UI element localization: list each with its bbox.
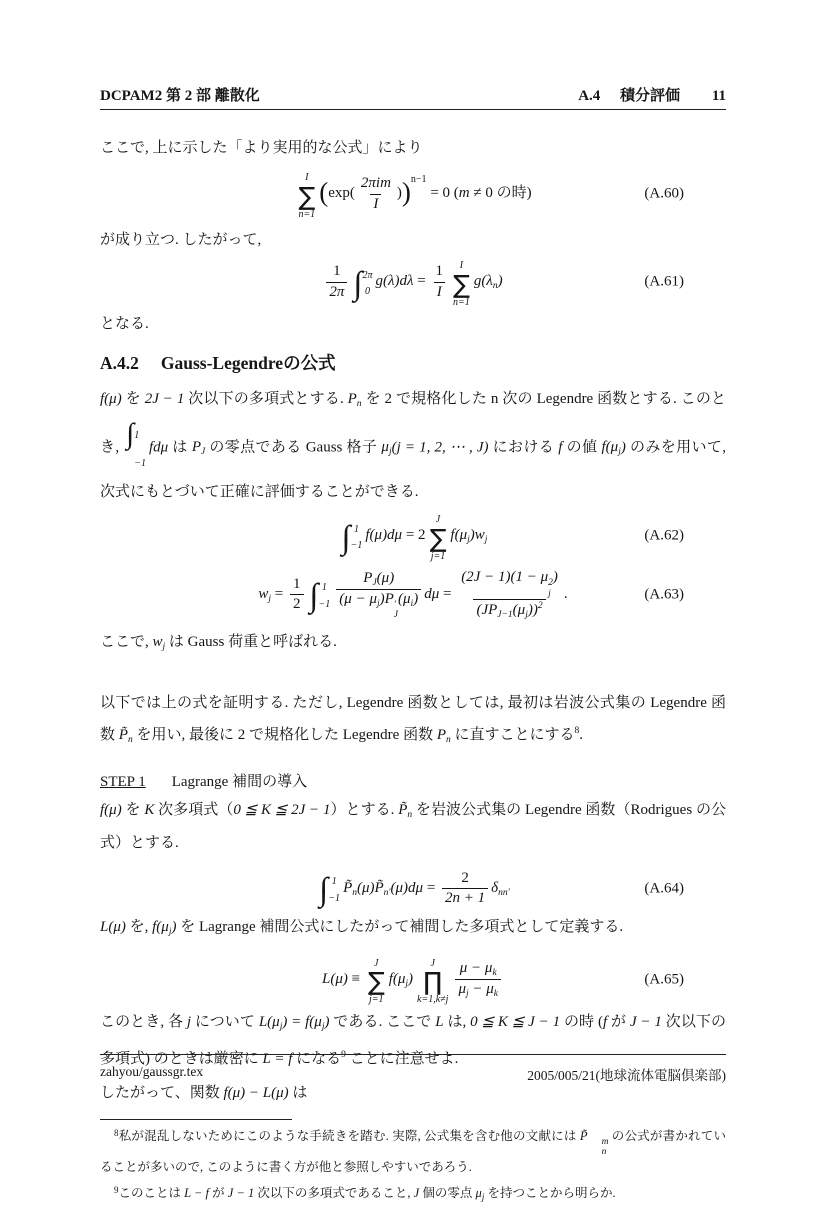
text-run: P̃ [579, 1128, 588, 1143]
text-run: について [191, 1013, 259, 1030]
text-run: J − 1 [629, 1013, 662, 1030]
text-run: = [271, 586, 287, 603]
text-run: f(μ [450, 527, 468, 544]
text-run: m [458, 185, 470, 202]
header-section-number: A.4 [578, 88, 601, 104]
text-run: P [191, 439, 201, 456]
equation-a64 [100, 869, 726, 909]
text-run: = [439, 586, 456, 603]
text-run: f(μ) − L(μ) [223, 1084, 289, 1101]
text-run: は [288, 1084, 308, 1101]
equation-a60 [100, 170, 726, 218]
text-run: の零点である Gauss 格子 [205, 439, 382, 456]
header-right [578, 84, 726, 105]
paragraph-tonaru [100, 310, 726, 338]
text-run: f [602, 1013, 608, 1030]
text-run: 0 ≦ K ≦ J − 1 [470, 1013, 561, 1030]
text-run: (μ)P̃ [356, 880, 384, 897]
equation-a62 [100, 512, 726, 560]
big-operator: J ∑ j=1 [429, 514, 447, 562]
equation-number: (A.61) [644, 273, 684, 290]
text-run: の値 [562, 439, 602, 456]
text-run: = [423, 880, 440, 897]
text-run: を岩波公式集の Legendre 函数（Rodrigues の公式）とする. [100, 801, 726, 851]
text-run: このことは [118, 1185, 185, 1200]
text-run: ≡ [347, 971, 364, 988]
text-run: 1 [435, 263, 443, 279]
footnote-rule [100, 1119, 292, 1120]
equation-body: L(μ) ≡ J ∑ j=1 $f(\mu_j)$ J ∏ k=1,k≠j $\frac{\mu - \mu_k}{\mu_j - \mu_k}$ [322, 971, 504, 987]
text-run: P̃ [118, 726, 128, 743]
header-section-title: 積分評価 [620, 88, 681, 104]
section-number: A.4.2 [100, 353, 139, 373]
text-run: ) [413, 590, 419, 607]
text-run: g(λ [473, 273, 493, 290]
header-page-number: 11 [711, 88, 726, 104]
text-run: ) [324, 1013, 330, 1030]
fraction: $P_J(\mu)$ $(\mu - \mu_j)P$ ′ J $(\mu_i)$ [336, 569, 421, 622]
text-run: ここで, [100, 633, 153, 650]
text-run: は Gauss 荷重と呼ばれる. [165, 633, 337, 650]
text-run: のみを用いて, 次式にもとづいて正確に評価することができる. [100, 439, 726, 500]
text-run: は, [443, 1013, 471, 1030]
text-run: ) [401, 177, 411, 208]
equation-body: ∫ 1 −1 f(μ)dμ = 2 J ∑ j=1 $f(\mu_j)w_j$ [341, 514, 488, 562]
text-run: の時 ( [560, 1013, 603, 1030]
text-run: J − 1 [227, 1185, 255, 1200]
text-run: を, [125, 918, 153, 935]
text-run: ) [171, 918, 177, 935]
text-run: μ [475, 1185, 482, 1200]
equation-number: (A.60) [644, 185, 684, 202]
text-run: P̃ [398, 801, 408, 818]
text-run: (μ [512, 602, 526, 619]
text-run: ) [620, 439, 626, 456]
text-run: f(μ) [100, 801, 122, 818]
text-run: I [373, 195, 379, 212]
text-run: このとき, 各 [100, 1013, 187, 1030]
text-run: = 2 [402, 527, 426, 544]
big-operator: I ∑ n=1 [452, 260, 470, 308]
text-run: したがって、関数 [100, 1084, 224, 1101]
text-run: を Lagrange 補間公式にしたがって補間した多項式として定義する. [176, 918, 624, 935]
big-operator: J ∏ k=1,k≠j [417, 957, 449, 1006]
integral: ∫ 1 −1 [341, 519, 363, 556]
footnote-8: $^8$私が混乱しないためにこのような手続きを踏む. 実際, 公式集を含む他の文献には P̃ m n の公式が書かれていることが多いので, このように書く方が他と参照しやすいであろう. [100, 1127, 726, 1174]
equation-a63 [100, 568, 726, 622]
text-run: を [121, 391, 145, 407]
text-run: 次以下の多項式であること, [254, 1185, 414, 1200]
text-run: 0 ≦ K ≦ 2J − 1 [233, 801, 331, 818]
text-run: L(μ [258, 1013, 280, 1030]
text-run: に直すことにする [450, 726, 575, 743]
text-run: f(μ [152, 918, 169, 935]
text-run: が [607, 1013, 630, 1030]
fraction [358, 174, 394, 214]
text-run: ( [319, 177, 329, 208]
text-run: = 0 ( [426, 185, 459, 202]
text-run: (μ [398, 590, 411, 607]
text-run: δ [491, 880, 499, 897]
text-run: j [186, 1013, 192, 1030]
text-run: P̃ [343, 880, 353, 897]
text-run: − μ [468, 981, 494, 998]
big-operator: I ∑ n=1 [298, 172, 316, 220]
text-run: を持つことから明らか. [484, 1185, 616, 1200]
text-run: exp( [328, 185, 355, 202]
text-run: P [436, 726, 446, 743]
fraction: (2J − 1)(1 − μ 2 j ) $(JP_{J-1}(\mu_j))^2$ [461, 569, 558, 621]
text-run: ) [408, 971, 414, 988]
text-run: (μ)dμ [390, 880, 424, 897]
text-run: K [144, 801, 155, 818]
text-run: 2 [461, 869, 469, 886]
text-run: J [413, 1185, 420, 1200]
text-run: 2 [293, 596, 301, 613]
step1-heading [100, 768, 726, 796]
text-run: (2J − 1)(1 − μ [461, 569, 549, 585]
equation-a65 [100, 956, 726, 1004]
section-heading [100, 350, 726, 375]
equation-number: (A.62) [644, 527, 684, 544]
text-run: )) [527, 602, 538, 619]
text-run: . [579, 726, 584, 743]
text-run: を 2 で規格化した n 次の Legendre 函数とする. このとき, [100, 391, 726, 456]
text-run: を [121, 801, 145, 818]
fraction [442, 869, 488, 909]
text-run: が [209, 1185, 228, 1200]
text-run: w [258, 586, 269, 603]
page-footer [100, 1054, 726, 1084]
header-left-title: DCPAM2 第 2 部 離散化 [100, 88, 260, 104]
footer-filename: zahyou/gaussgr.tex [100, 1064, 204, 1079]
text-run: である. ここで [329, 1013, 436, 1030]
text-run: L [435, 1013, 444, 1030]
text-run: 次以下の多項式とする. [184, 391, 348, 407]
integral: ∫ 2π 0 [353, 265, 373, 302]
text-run: f [558, 439, 563, 456]
text-run: μ [381, 439, 389, 456]
text-run: f(μ) [100, 391, 122, 407]
paragraph-step1-body: f(μ) を K 次多項式（0 ≦ K ≦ 2J − 1）とする. $P̃_n$ を岩波公式集の Legendre 函数（Rodrigues の公式）とする. [100, 801, 726, 851]
text-run: (μ) [376, 569, 395, 586]
text-run: L − f [184, 1185, 210, 1200]
text-run: 次多項式（ [154, 801, 234, 818]
text-run: L(μ) [322, 971, 348, 988]
text-run: 以下では上の式を証明する. ただし, Legendre 函数としては, 最初は岩波公式集の Legendre 函数 [100, 694, 726, 743]
equation-body: $w_j$ = $\frac{1}{2}$ ∫ 1 −1 $P_J(\mu)$ $(\mu - \mu_j)P$ ′ J $(\mu_i)$ dμ = (2J − 1)(1 − μ 2 j ) $(JP_{J-1}(\mu_j))^2$ . [258, 569, 568, 621]
fraction [290, 575, 304, 615]
text-run: ≠ 0 の時) [469, 185, 532, 202]
text-run: を用い, 最後に 2 で規格化した Legendre 函数 [132, 726, 437, 743]
equation-number: (A.63) [644, 586, 684, 603]
text-run: f(μ [601, 439, 619, 456]
paragraph-gauss-weight: ここで, $w_j$ は Gauss 荷重と呼ばれる. [100, 633, 337, 652]
text-run: μ − μ [459, 959, 493, 976]
text-run: L = f [262, 1050, 293, 1067]
paragraph-proof-intro: 以下では上の式を証明する. ただし, Legendre 函数としては, 最初は岩波公式集の Legendre 函数 $P̃_n$ を用い, 最後に 2 で規格化した Legendre 函数 $P_n$ に直すことにする$^8$. [100, 694, 726, 745]
paragraph-gauss-intro: f(μ) を 2J − 1 次以下の多項式とする. $P_n$ を 2 で規格化した n 次の Legendre 函数とする. このとき, ∫ 1 −1 fdμ は $P_J$ の零点である Gauss 格子 $\mu_j(j = 1$, 2, ⋯ , J) における f の値 $f(\mu_j)$ のみを用いて, 次式にもとづいて正確に評価することができる. [100, 391, 726, 500]
footnote-9: $^9$このことは L − f が J − 1 次以下の多項式であること, J 個の零点 $\mu_j$ を持つことから明らか. [114, 1184, 616, 1203]
equation-body: I ∑ n=1 (exp( $\frac{\text{2πim}}{I}$ ))$^{n-1}$ = 0 (m ≠ 0 の時) [298, 172, 532, 220]
integral: ∫ 1 −1 [309, 578, 331, 615]
paragraph-note: このとき, 各 j について $L(\mu_j) = f(\mu_j)$ である. ここで L は, 0 ≦ K ≦ J − 1 の時 (f が J − 1 次以下の多項式) のときは厳密に L = f になる$^9$ ことに注意せよ. [100, 1013, 727, 1067]
text-run: 1 [333, 263, 341, 279]
text-run: ことに注意せよ. [345, 1050, 459, 1067]
fraction [432, 262, 446, 302]
equation-number: (A.65) [644, 971, 684, 988]
text-run: w [152, 633, 163, 650]
text-run: dμ [424, 586, 440, 603]
text-run: の公式が書かれていることが多いので, このように書く方が他と参照しやすいであろう. [100, 1128, 726, 1174]
text-run: L(μ) [100, 918, 126, 935]
text-run: 1 [293, 575, 301, 592]
text-run: 9 [114, 1184, 119, 1195]
text-run: が成り立つ. したがって, [100, 232, 262, 248]
text-run: = [413, 273, 430, 290]
text-run: f(μ)dμ [365, 527, 403, 544]
integral: ∫ 1 −1 [126, 418, 146, 469]
text-run: ) [396, 185, 402, 202]
step1-label: STEP 1 [100, 773, 146, 790]
text-run: fdμ [148, 439, 169, 456]
step1-title: Lagrange 補間の導入 [171, 773, 308, 790]
paragraph-intro [100, 134, 726, 162]
text-run: g(λ)dλ [375, 273, 414, 290]
text-run: 私が混乱しないためにこのような手続きを踏む. 実際, 公式集を含む他の文献には [118, 1128, 580, 1143]
text-run: ）とする. [330, 801, 399, 818]
text-run: )P [379, 590, 394, 607]
text-run: は [168, 439, 192, 456]
text-run: μ [458, 981, 466, 998]
text-run: 2π [329, 283, 345, 300]
big-operator: J ∑ j=1 [367, 957, 385, 1006]
paragraph-lagrange-def: L(μ) を, $f(\mu_j)$ を Lagrange 補間公式にしたがって補間した多項式として定義する. [100, 918, 624, 937]
text-run: 8 [114, 1127, 119, 1138]
integral: ∫ 1 −1 [319, 872, 341, 909]
text-run: ) [552, 569, 558, 585]
fraction: $\frac{\mu - \mu_k}{\mu_j - \mu_k}$ [455, 959, 501, 1001]
text-run: 次以下の多項式) のときは厳密に [100, 1013, 727, 1067]
text-run: となる. [100, 316, 149, 332]
paragraph-follows [100, 226, 726, 254]
text-run: 2n + 1 [445, 890, 486, 907]
text-run: になる [292, 1050, 342, 1067]
equation-body: ∫ 1 −1 $P̃_n(\mu)P̃_{n'}(\mu)d\mu$ = $\frac{2}{2n + 1}$ $\delta_{nn'}$ [319, 869, 510, 909]
section-title: Gauss-Legendreの公式 [160, 353, 336, 373]
text-run: 個の零点 [419, 1185, 476, 1200]
text-run: )w [469, 527, 485, 544]
text-run: (μ − μ [339, 590, 377, 607]
equation-number: (A.64) [644, 880, 684, 897]
text-run: 2J − 1 [144, 391, 185, 407]
fraction [326, 262, 347, 302]
footer-date-credit: 2005/005/21(地球流体電脳倶楽部) [527, 1068, 726, 1083]
text-run: I [436, 283, 442, 300]
text-run: . [563, 586, 568, 603]
text-run: (j = 1, 2, ⋯ , J) [391, 439, 489, 456]
text-run: (JP [476, 602, 498, 619]
page-header [100, 84, 726, 110]
text-run: ) = f(μ [282, 1013, 322, 1030]
equation-a61 [100, 258, 726, 306]
text-run: ) [497, 273, 503, 290]
text-run: f(μ [388, 971, 406, 988]
text-run: P [363, 569, 373, 586]
text-run: 2πim [360, 175, 391, 191]
text-run: P [347, 391, 357, 407]
text-run: における [488, 439, 559, 456]
equation-body: $\frac{1}{2\pi}$ ∫ 2π 0 g(λ)dλ = $\frac{1}{I}$ I ∑ n=1 $g(\lambda_n)$ [323, 273, 502, 289]
text-run: ここで, 上に示した「より実用的な公式」により [100, 140, 423, 156]
